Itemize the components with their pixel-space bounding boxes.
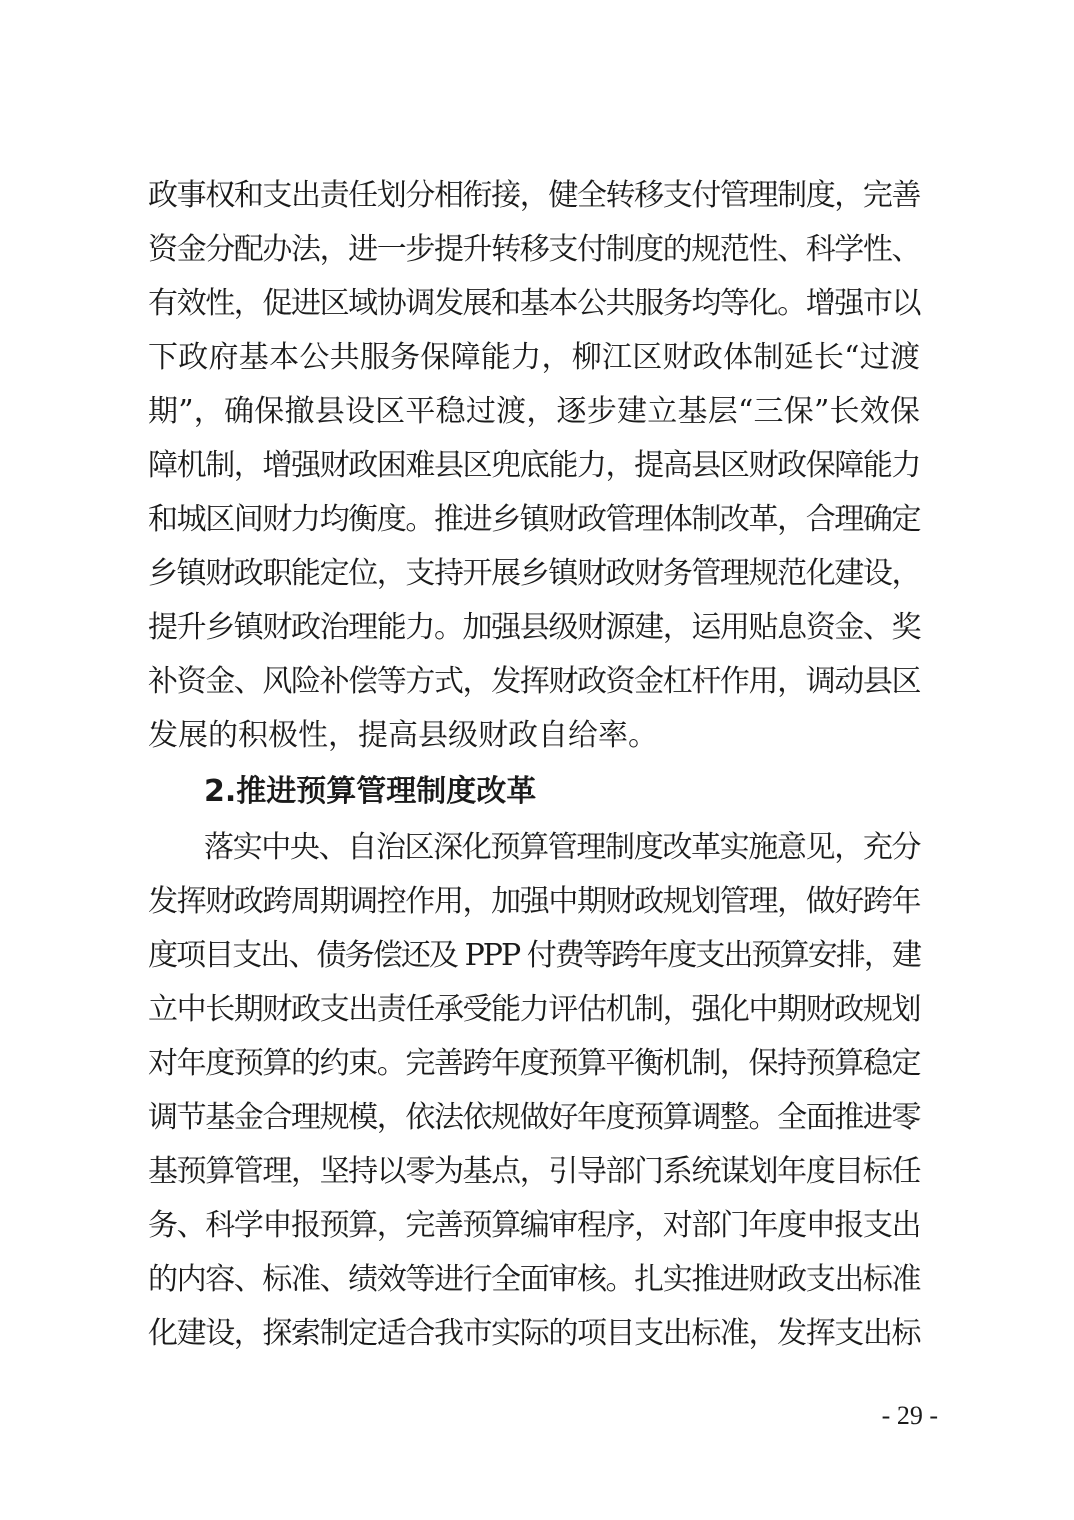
paragraph-2-line: 发挥财政跨周期调控作用，加强中期财政规划管理，做好跨年 [148, 884, 920, 919]
paragraph-1-line: 有效性，促进区域协调发展和基本公共服务均等化。增强市以 [148, 286, 920, 321]
paragraph-1-line: 资金分配办法，进一步提升转移支付制度的规范性、科学性、 [148, 232, 920, 267]
paragraph-2-line: 立中长期财政支出责任承受能力评估机制，强化中期财政规划 [148, 992, 920, 1027]
paragraph-1-line: 下政府基本公共服务保障能力，柳江区财政体制延长“过渡 [148, 340, 920, 375]
page-number: - 29 - [881, 1401, 938, 1430]
section-heading: 2.推进预算管理制度改革 [204, 774, 537, 809]
paragraph-2-line: 务、科学申报预算，完善预算编审程序，对部门年度申报支出 [148, 1208, 920, 1243]
paragraph-1-line: 障机制，增强财政困难县区兜底能力，提高县区财政保障能力 [148, 448, 920, 483]
paragraph-2-line: 的内容、标准、绩效等进行全面审核。扎实推进财政支出标准 [148, 1262, 920, 1297]
paragraph-1-line: 期”，确保撤县设区平稳过渡，逐步建立基层“三保”长效保 [148, 394, 920, 429]
paragraph-1-line: 政事权和支出责任划分相衔接，健全转移支付管理制度，完善 [148, 178, 920, 213]
paragraph-2-line: 对年度预算的约束。完善跨年度预算平衡机制，保持预算稳定 [148, 1046, 920, 1081]
paragraph-2-line: 化建设，探索制定适合我市实际的项目支出标准，发挥支出标 [148, 1316, 920, 1351]
paragraph-1-line: 和城区间财力均衡度。推进乡镇财政管理体制改革，合理确定 [148, 502, 920, 537]
paragraph-1-line: 发展的积极性，提高县级财政自给率。 [148, 718, 658, 753]
paragraph-2-line: 度项目支出、债务偿还及 PPP 付费等跨年度支出预算安排，建 [148, 938, 920, 973]
paragraph-2-line: 基预算管理，坚持以零为基点，引导部门系统谋划年度目标任 [148, 1154, 920, 1189]
paragraph-1-line: 补资金、风险补偿等方式，发挥财政资金杠杆作用，调动县区 [148, 664, 920, 699]
paragraph-2-line: 调节基金合理规模，依法依规做好年度预算调整。全面推进零 [148, 1100, 920, 1135]
paragraph-2-line: 落实中央、自治区深化预算管理制度改革实施意见，充分 [204, 830, 920, 865]
paragraph-1-line: 提升乡镇财政治理能力。加强县级财源建，运用贴息资金、奖 [148, 610, 920, 645]
paragraph-1-line: 乡镇财政职能定位，支持开展乡镇财政财务管理规范化建设， [148, 556, 920, 591]
